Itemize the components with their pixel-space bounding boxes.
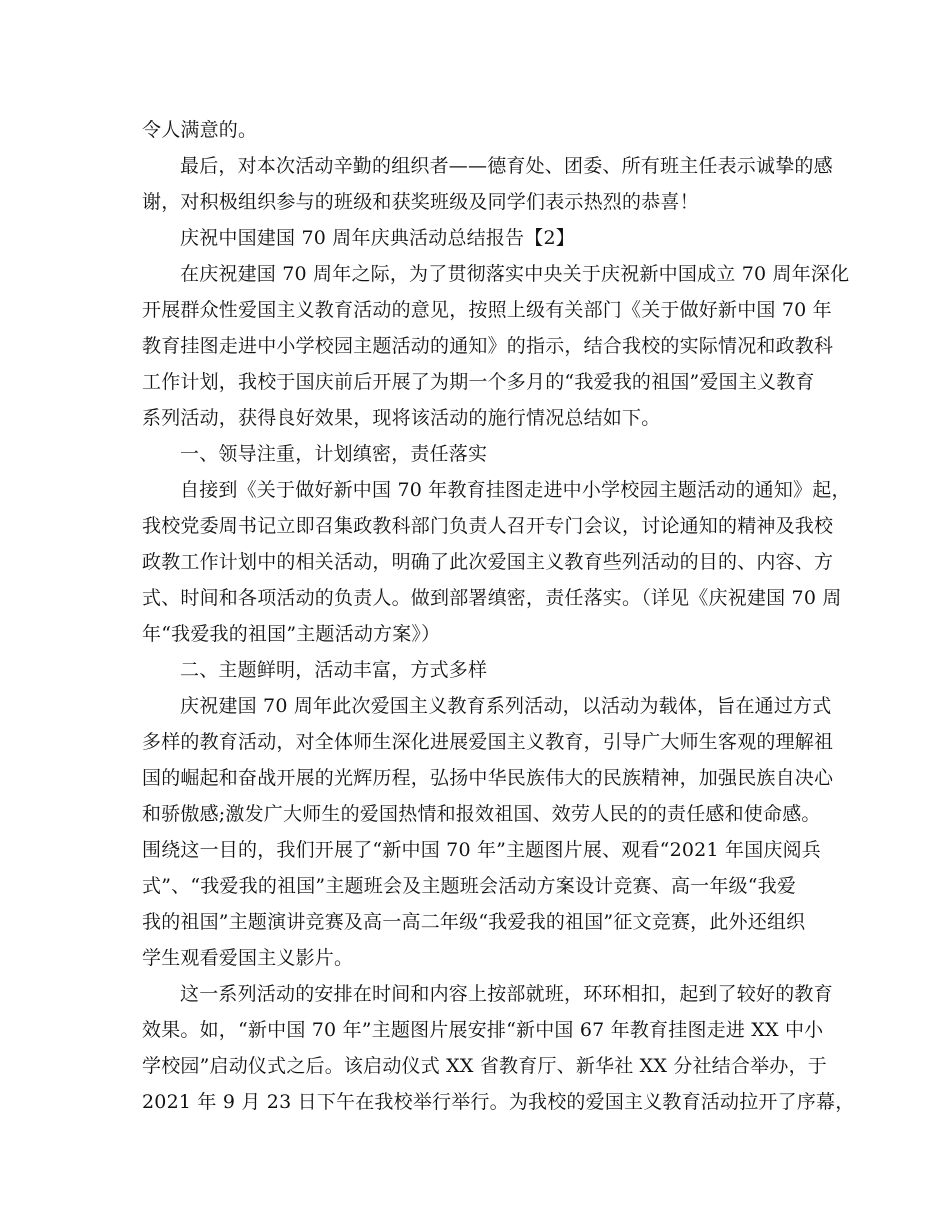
text-line: 政教工作计划中的相关活动，明确了此次爱国主义教育些列活动的目的、内容、方 [142, 551, 834, 573]
text-line: 系列活动，获得良好效果，现将该活动的施行情况总结如下。 [142, 407, 661, 429]
text-line: 国的崛起和奋战开展的光辉历程，弘扬中华民族伟大的民族精神，加强民族自决心 [142, 767, 834, 789]
text-line: 围绕这一目的，我们开展了“新中国 70 年”主题图片展、观看“2021 年国庆阅兵 [142, 839, 821, 861]
text-line: 令人满意的。 [142, 119, 258, 141]
text-line: 多样的教育活动，对全体师生深化进展爱国主义教育，引导广大师生客观的理解祖 [142, 731, 834, 753]
text-line: 庆祝中国建国 70 周年庆典活动总结报告【2】 [180, 227, 575, 249]
text-line: 我校党委周书记立即召集政教科部门负责人召开专门会议，讨论通知的精神及我校 [142, 515, 834, 537]
text-line: 二、主题鲜明，活动丰富，方式多样 [180, 659, 488, 681]
text-line: 一、领导注重，计划缜密，责任落实 [180, 443, 488, 465]
text-line: 式、时间和各项活动的负责人。做到部署缜密，责任落实。（详见《庆祝建国 70 周 [142, 587, 842, 609]
text-line: 最后，对本次活动辛勤的组织者——德育处、团委、所有班主任表示诚挚的感 [180, 155, 833, 177]
text-line: 这一系列活动的安排在时间和内容上按部就班，环环相扣，起到了较好的教育 [180, 983, 833, 1005]
text-line: 和骄傲感;激发广大师生的爱国热情和报效祖国、效劳人民的的责任感和使命感。 [142, 803, 821, 825]
text-line: 庆祝建国 70 周年此次爱国主义教育系列活动，以活动为载体，旨在通过方式 [180, 695, 832, 717]
text-line: 工作计划，我校于国庆前后开展了为期一个多月的“我爱我的祖国”爱国主义教育 [142, 371, 815, 393]
text-line: 开展群众性爱国主义教育活动的意见，按照上级有关部门《关于做好新中国 70 年 [142, 299, 832, 321]
text-line: 我的祖国”主题演讲竞赛及高一高二年级“我爱我的祖国”征文竞赛，此外还组织 [142, 911, 806, 933]
text-line: 学校园”启动仪式之后。该启动仪式 XX 省教育厅、新华社 XX 分社结合举办，于 [142, 1055, 827, 1077]
document-page [142, 112, 855, 1120]
text-line: 2021 年 9 月 23 日下午在我校举行举行。为我校的爱国主义教育活动拉开了序幕， [142, 1091, 855, 1113]
text-line: 效果。如，“新中国 70 年”主题图片展安排“新中国 67 年教育挂图走进 XX 中小 [142, 1019, 824, 1041]
text-line: 学生观看爱国主义影片。 [142, 947, 354, 969]
text-line: 年“我爱我的祖国”主题活动方案》） [142, 623, 441, 645]
text-line: 式”、“我爱我的祖国”主题班会及主题班会活动方案设计竞赛、高一年级“我爱 [142, 875, 797, 897]
text-line: 谢，对积极组织参与的班级和获奖班级及同学们表示热烈的恭喜！ [142, 191, 699, 213]
text-line: 在庆祝建国 70 周年之际，为了贯彻落实中央关于庆祝新中国成立 70 周年深化 [180, 263, 850, 285]
text-line: 自接到《关于做好新中国 70 年教育挂图走进中小学校园主题活动的通知》起， [180, 479, 851, 501]
text-line: 教育挂图走进中小学校园主题活动的通知》的指示，结合我校的实际情况和政教科 [142, 335, 834, 357]
